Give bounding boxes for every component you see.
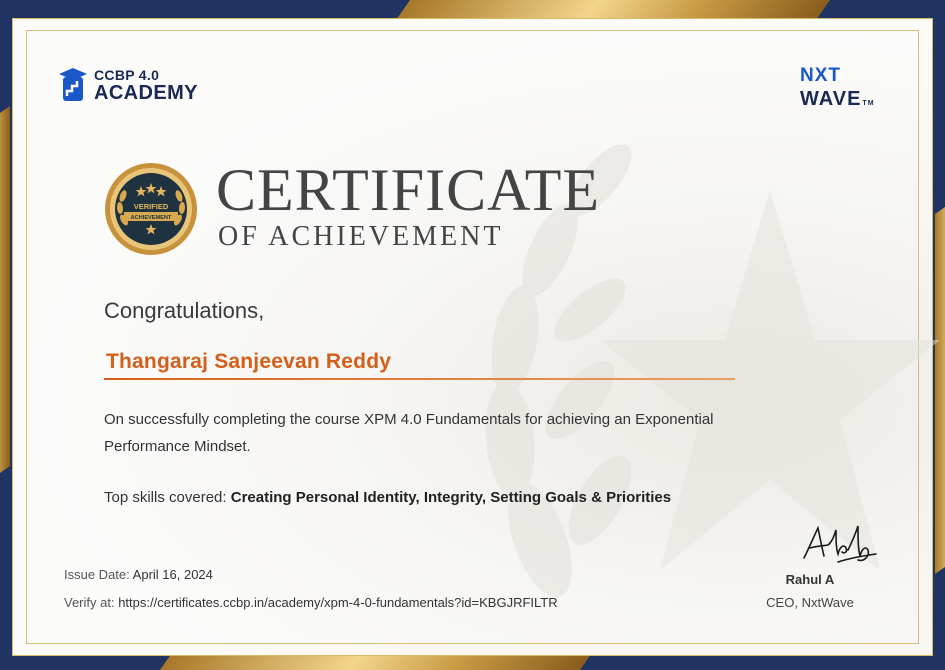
signature-image [798,518,880,568]
issue-date-label: Issue Date: [64,567,130,582]
badge-line2: ACHIEVEMENT [130,215,172,221]
certificate-subtitle: OF ACHIEVEMENT [218,221,504,252]
issue-date [64,567,213,582]
gold-band-left [0,106,10,494]
verify-line [64,595,558,610]
signer-title: CEO, NxtWave [766,595,854,610]
nxtwave-logo [800,66,875,109]
nxtwave-line2-text: WAVE [800,88,862,110]
skills-value: Creating Personal Identity, Integrity, Setting Goals & Priorities [230,489,672,506]
gold-band-top [396,0,844,20]
nxtwave-line1: NXT [800,65,841,86]
ccbp-brand-line1: CCBP 4.0 [94,66,160,83]
badge-line1: VERIFIED [133,202,169,211]
skills-line [104,489,671,506]
graduation-cap-icon [58,66,88,104]
recipient-name: Thangaraj Sanjeevan Reddy [106,350,392,373]
issue-date-value: April 16, 2024 [132,567,213,582]
signer-name: Rahul A [785,572,835,587]
verified-achievement-badge [104,162,198,256]
skills-label: Top skills covered: [104,489,227,506]
certificate-title: CERTIFICATE [216,157,601,223]
ccbp-brand-line2: ACADEMY [94,81,198,104]
ccbp-academy-logo [58,66,198,104]
recipient-underline [104,378,735,380]
verify-label: Verify at: [64,595,115,610]
verify-url[interactable]: https://certificates.ccbp.in/academy/xpm-4-0-fundamentals?id=KBGJRFILTR [118,595,558,610]
greeting: Congratulations, [104,298,265,323]
nxtwave-line2 [800,89,875,109]
trademark-mark: TM [862,100,875,107]
course-description: On successfully completing the course XPM 4.0 Fundamentals for achieving an Exponential Performance Mindset. [104,411,714,455]
